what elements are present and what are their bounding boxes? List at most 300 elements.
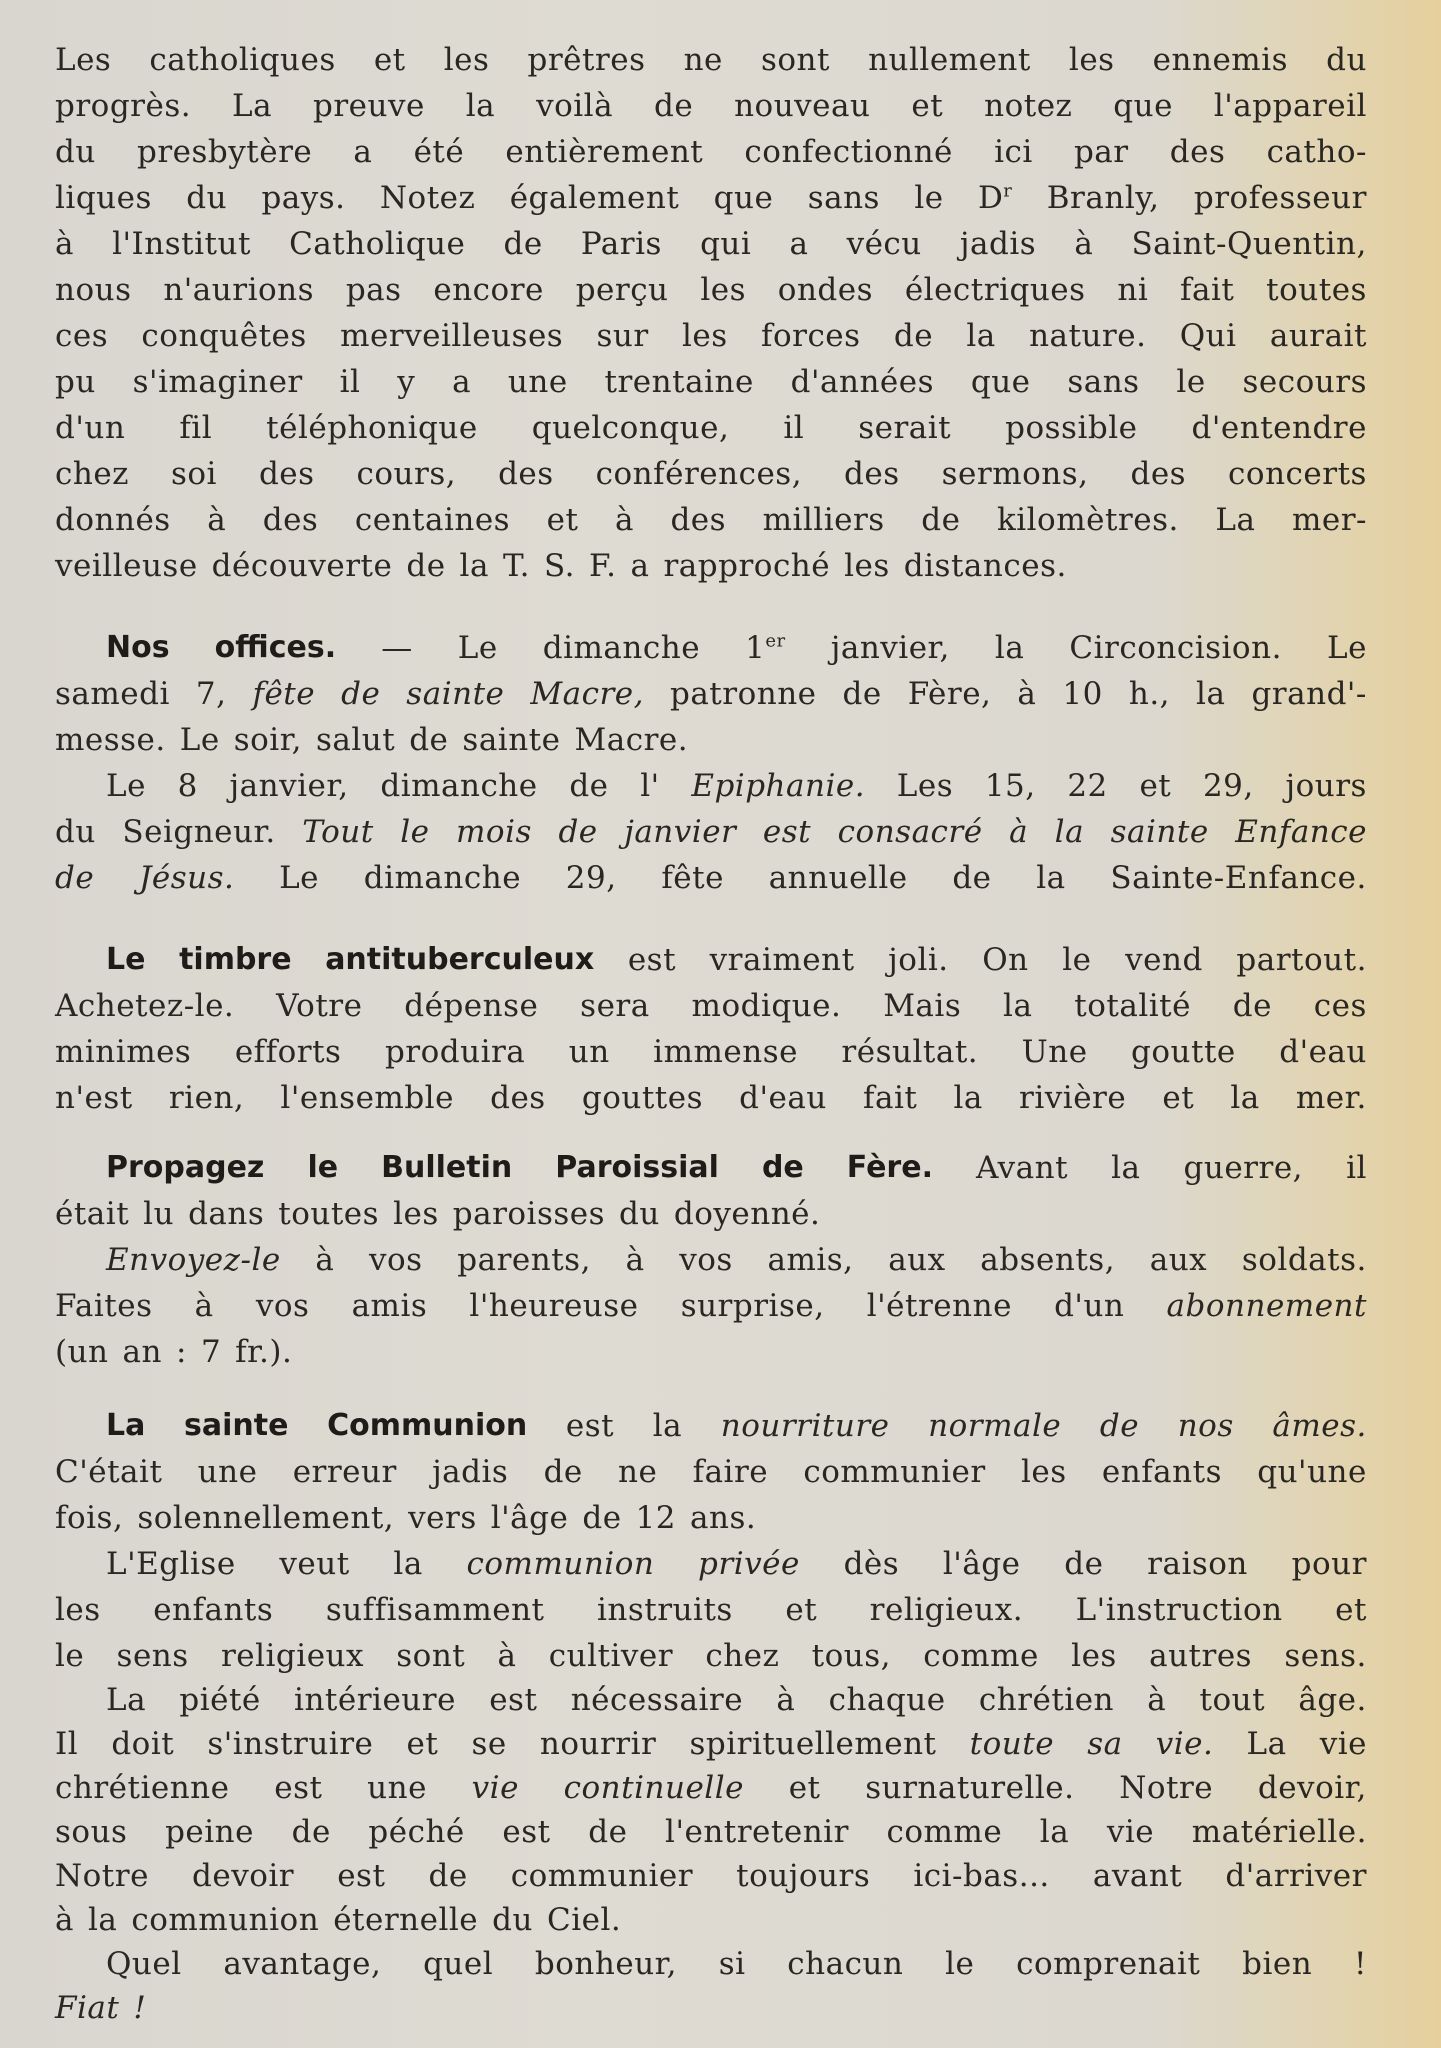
- word: voilà: [536, 88, 614, 124]
- word: matérielle.: [1191, 1814, 1367, 1850]
- word: le: [914, 180, 944, 216]
- word: d'un: [55, 410, 126, 446]
- word: preuve: [313, 88, 425, 124]
- word: professeur: [1193, 180, 1367, 216]
- word: Paris: [580, 226, 662, 262]
- text-line: [55, 1032, 1367, 1072]
- word: instruits: [597, 1592, 733, 1628]
- word: électriques: [904, 272, 1086, 308]
- word: forces: [760, 318, 861, 354]
- word: sans: [807, 180, 880, 216]
- word: du: [619, 1196, 660, 1232]
- word: nécessaire: [570, 1682, 744, 1718]
- word: 7,: [195, 676, 227, 712]
- heading-word: Fère.: [846, 1150, 933, 1185]
- emphasis-word: Tout: [302, 814, 374, 850]
- word: la: [652, 1408, 683, 1444]
- word: d'arriver: [1225, 1858, 1367, 1894]
- text-line: [106, 628, 1367, 668]
- word: donnés: [55, 502, 171, 538]
- word: chrétien: [978, 1682, 1115, 1718]
- word: comprenait: [1016, 1946, 1201, 1982]
- word: de: [428, 1858, 468, 1894]
- word: comme: [886, 1814, 1003, 1850]
- word: éternelle: [333, 1902, 479, 1938]
- word: jadis: [432, 1454, 509, 1490]
- word: :: [175, 1334, 187, 1370]
- word: distances.: [903, 548, 1067, 584]
- word: pas: [345, 272, 402, 308]
- word: 8: [177, 768, 198, 804]
- word: surprise,: [680, 1288, 825, 1324]
- emphasis-word: fête: [252, 676, 316, 712]
- emphasis-word: Enfance: [1235, 814, 1367, 850]
- word: Ciel.: [546, 1902, 622, 1938]
- word: sont: [760, 42, 830, 78]
- word: L'instruction: [1075, 1592, 1283, 1628]
- word: enfants: [153, 1592, 274, 1628]
- heading-word: La: [106, 1408, 146, 1443]
- word: aurait: [1269, 318, 1367, 354]
- word: centaines: [354, 502, 511, 538]
- word: la: [393, 1546, 423, 1582]
- word: rivière: [1019, 1080, 1127, 1116]
- text-line: [55, 1988, 1367, 2028]
- word: annuelle: [768, 860, 908, 896]
- word: notez: [984, 88, 1073, 124]
- word: immense: [653, 1034, 798, 1070]
- word: d'un: [1054, 1288, 1125, 1324]
- word: ennemis: [1152, 42, 1289, 78]
- word: kilomètres.: [996, 502, 1179, 538]
- word: est: [502, 1814, 551, 1850]
- word: Votre: [276, 988, 363, 1024]
- word: et: [406, 1726, 439, 1762]
- word: et: [546, 502, 579, 538]
- word: chacun: [787, 1946, 904, 1982]
- word: perçu: [575, 272, 669, 308]
- word: pour: [1291, 1546, 1367, 1582]
- word: h.,: [1128, 676, 1171, 712]
- word: tous,: [811, 1638, 891, 1674]
- word: ici: [994, 134, 1033, 170]
- word: à: [194, 1288, 214, 1324]
- word: que: [713, 180, 774, 216]
- emphasis-word: est: [762, 814, 812, 850]
- word: n'aurions: [163, 272, 315, 308]
- emphasis-word: le: [400, 814, 430, 850]
- word: que: [1113, 88, 1173, 124]
- word: doyenné.: [673, 1196, 821, 1232]
- word: et: [1162, 1080, 1195, 1116]
- word: Notre: [55, 1858, 149, 1894]
- word: rapproché: [663, 548, 831, 584]
- word: fois,: [55, 1500, 124, 1536]
- word: la: [1230, 1080, 1260, 1116]
- word: L'Eglise: [106, 1546, 236, 1582]
- word: de: [952, 860, 992, 896]
- word: la: [953, 1080, 983, 1116]
- word: chez: [705, 1638, 780, 1674]
- word: du: [492, 1902, 533, 1938]
- word: doit: [111, 1726, 175, 1762]
- word: a: [452, 364, 472, 400]
- word: (un: [55, 1334, 109, 1370]
- text-line: [55, 858, 1367, 898]
- word: rien,: [168, 1080, 245, 1116]
- word: C'était: [55, 1454, 163, 1490]
- word: s'instruire: [207, 1726, 374, 1762]
- emphasis-word: de: [558, 814, 598, 850]
- word: efforts: [234, 1034, 342, 1070]
- word: mer.: [1295, 1080, 1367, 1116]
- word: de: [1232, 988, 1272, 1024]
- word: concerts: [1228, 456, 1367, 492]
- emphasis-word: continuelle: [563, 1770, 744, 1806]
- text-line: [55, 1452, 1367, 1492]
- word: soir,: [233, 722, 302, 758]
- word: les: [393, 1196, 439, 1232]
- word: d'eau: [1279, 1034, 1367, 1070]
- word: salut: [315, 722, 396, 758]
- emphasis-word: Fiat: [55, 1990, 120, 2026]
- word: Catholique: [289, 226, 466, 262]
- word: à: [497, 1638, 517, 1674]
- text-line: [55, 408, 1367, 448]
- word: fête: [661, 860, 724, 896]
- emphasis-word: Jésus.: [138, 860, 235, 896]
- word: ondes: [777, 272, 874, 308]
- word: se: [471, 1726, 507, 1762]
- word: Le: [457, 630, 498, 666]
- word: nouveau: [734, 88, 871, 124]
- word: religieux: [220, 1638, 364, 1674]
- word: du: [1326, 42, 1367, 78]
- word: patronne: [669, 676, 817, 712]
- word: un: [568, 1034, 610, 1070]
- word: mer-: [1291, 502, 1367, 538]
- word: avant: [1092, 1858, 1183, 1894]
- word: veilleuse: [55, 548, 198, 584]
- emphasis-word: de: [55, 860, 95, 896]
- word: raison: [1147, 1546, 1248, 1582]
- word: vos: [255, 1288, 310, 1324]
- word: des: [1169, 134, 1226, 170]
- word: également: [509, 180, 680, 216]
- emphasis-word: !: [133, 1990, 147, 2026]
- word: été: [413, 134, 465, 170]
- word: est: [489, 1682, 538, 1718]
- word: comme: [923, 1638, 1039, 1674]
- word: merveilleuses: [340, 318, 564, 354]
- text-line: [106, 1406, 1367, 1446]
- emphasis-word: janvier: [624, 814, 737, 850]
- text-line: [55, 40, 1367, 80]
- word: vraiment: [709, 942, 855, 978]
- text-line: [55, 812, 1367, 852]
- word: trentaine: [604, 364, 754, 400]
- word: vend: [1125, 942, 1203, 978]
- word: du: [55, 134, 96, 170]
- word: des: [490, 1080, 546, 1116]
- word: des: [258, 456, 315, 492]
- emphasis-word: normale: [928, 1408, 1062, 1444]
- word: veut: [279, 1546, 350, 1582]
- word: a: [353, 134, 373, 170]
- heading-word: Nos: [106, 630, 170, 665]
- word: catholiques: [149, 42, 336, 78]
- emphasis-word: privée: [698, 1546, 800, 1582]
- word: à: [614, 502, 634, 538]
- word: sens: [116, 1638, 189, 1674]
- text-line: [106, 940, 1367, 980]
- text-line: [106, 1148, 1367, 1188]
- word: autres: [1149, 1638, 1253, 1674]
- word: sous: [55, 1814, 128, 1850]
- word: jours: [1285, 768, 1367, 804]
- word: Le: [1327, 630, 1367, 666]
- word: La: [1215, 502, 1256, 538]
- word: 29,: [1202, 768, 1254, 804]
- word: 10: [1062, 676, 1103, 712]
- word: chez: [55, 456, 130, 492]
- word: de: [588, 1814, 628, 1850]
- word: Le: [106, 768, 146, 804]
- word: $D^r$: [977, 180, 1013, 216]
- text-line: [55, 362, 1367, 402]
- word: soi: [170, 456, 217, 492]
- word: du: [55, 814, 96, 850]
- word: ces: [55, 318, 109, 354]
- word: l'étrenne: [866, 1288, 1012, 1324]
- word: une: [197, 1454, 258, 1490]
- word: pu: [55, 364, 96, 400]
- word: il: [1346, 1150, 1367, 1186]
- word: l'entretenir: [665, 1814, 849, 1850]
- word: sainte: [462, 722, 561, 758]
- word: de: [921, 502, 961, 538]
- word: 15,: [984, 768, 1036, 804]
- word: l'âge: [942, 1546, 1021, 1582]
- word: et: [788, 1770, 821, 1806]
- text-line: [55, 1286, 1367, 1326]
- word: résultat.: [841, 1034, 979, 1070]
- word: cultiver: [548, 1638, 674, 1674]
- word: Faites: [55, 1288, 153, 1324]
- word: Macre.: [574, 722, 689, 758]
- word: quel: [423, 1946, 494, 1982]
- word: Avant: [976, 1150, 1069, 1186]
- text-line: [106, 1544, 1367, 1584]
- text-line: [55, 1078, 1367, 1118]
- word: vécu: [846, 226, 922, 262]
- word: à: [1147, 1682, 1167, 1718]
- word: de: [543, 1454, 583, 1490]
- word: an: [122, 1334, 162, 1370]
- heading-word: sainte: [184, 1408, 289, 1443]
- word: fait: [863, 1080, 918, 1116]
- word: conférences,: [595, 456, 803, 492]
- word: lu: [143, 1196, 175, 1232]
- word: piété: [179, 1682, 261, 1718]
- emphasis-word: toute: [969, 1726, 1055, 1762]
- text-line: [55, 1590, 1367, 1630]
- word: de: [842, 676, 882, 712]
- emphasis-word: de: [341, 676, 381, 712]
- heading-word: Le: [106, 942, 146, 977]
- text-line: [55, 316, 1367, 356]
- word: Branly,: [1046, 180, 1160, 216]
- word: erreur: [292, 1454, 397, 1490]
- word: La: [106, 1682, 147, 1718]
- word: il: [783, 410, 805, 446]
- word: fil: [179, 410, 213, 446]
- word: la: [87, 1902, 118, 1938]
- word: le: [1176, 364, 1206, 400]
- word: Seigneur.: [122, 814, 276, 850]
- word: de: [291, 1814, 331, 1850]
- word: à: [776, 1682, 796, 1718]
- emphasis-word: nos: [1177, 1408, 1234, 1444]
- word: bien: [1242, 1946, 1313, 1982]
- heading-word: Communion: [327, 1408, 528, 1443]
- word: la: [1003, 988, 1033, 1024]
- word: dimanche: [380, 768, 538, 804]
- word: fait: [1180, 272, 1235, 308]
- word: suffisamment: [325, 1592, 545, 1628]
- word: secours: [1242, 364, 1367, 400]
- word: Qui: [1179, 318, 1237, 354]
- word: 22: [1067, 768, 1108, 804]
- word: 1er: [745, 630, 786, 666]
- word: chaque: [828, 1682, 946, 1718]
- word: tout: [1199, 1682, 1266, 1718]
- word: ans.: [690, 1500, 757, 1536]
- word: devoir,: [1257, 1770, 1367, 1806]
- emphasis-word: nourriture: [720, 1408, 890, 1444]
- word: une: [367, 1770, 427, 1806]
- word: et: [1335, 1592, 1367, 1628]
- word: —: [381, 630, 413, 666]
- word: à: [1074, 226, 1094, 262]
- word: à: [55, 1902, 74, 1938]
- emphasis-word: Epiphanie.: [691, 768, 866, 804]
- word: l': [640, 768, 660, 804]
- word: entièrement: [505, 134, 704, 170]
- emphasis-word: à: [1009, 814, 1029, 850]
- word: les: [55, 1592, 101, 1628]
- word: presbytère: [136, 134, 313, 170]
- word: les: [700, 272, 746, 308]
- text-line: [106, 1680, 1367, 1720]
- word: janvier,: [830, 630, 950, 666]
- emphasis-word: communion: [466, 1546, 655, 1582]
- word: sens.: [1284, 1638, 1367, 1674]
- word: y: [397, 364, 416, 400]
- word: conquêtes: [141, 318, 307, 354]
- word: à: [1017, 676, 1037, 712]
- heading-word: antituberculeux: [325, 942, 595, 977]
- word: est: [565, 1408, 615, 1444]
- word: soldats.: [1241, 1242, 1367, 1278]
- text-line: [55, 500, 1367, 540]
- word: vos: [679, 1242, 733, 1278]
- word: T.: [502, 548, 530, 584]
- heading-word: offices.: [214, 630, 337, 665]
- word: devoir: [192, 1858, 295, 1894]
- text-line: [55, 224, 1367, 264]
- word: prêtres: [527, 42, 646, 78]
- word: par: [1073, 134, 1129, 170]
- word: ne: [618, 1454, 658, 1490]
- emphasis-word: vie.: [1155, 1726, 1214, 1762]
- emphasis-word: vie: [471, 1770, 519, 1806]
- word: Fère,: [907, 676, 992, 712]
- word: Il: [55, 1726, 79, 1762]
- text-line: [55, 1768, 1367, 1808]
- word: progrès.: [55, 88, 192, 124]
- word: pays.: [261, 180, 346, 216]
- text-line: [55, 132, 1367, 172]
- heading-word: Bulletin: [381, 1150, 513, 1185]
- word: et: [373, 42, 406, 78]
- word: la: [1036, 860, 1066, 896]
- word: modique.: [691, 988, 842, 1024]
- word: et: [911, 88, 944, 124]
- word: à: [625, 1242, 645, 1278]
- word: avantage,: [223, 1946, 382, 1982]
- emphasis-word: de: [1099, 1408, 1140, 1444]
- heading-word: timbre: [179, 942, 292, 977]
- word: est: [337, 1858, 386, 1894]
- word: parents,: [457, 1242, 591, 1278]
- word: confectionné: [744, 134, 953, 170]
- word: goutte: [1131, 1034, 1236, 1070]
- word: jadis: [959, 226, 1037, 262]
- text-line: [55, 1856, 1367, 1896]
- text-line: [55, 178, 1367, 218]
- word: joli.: [888, 942, 949, 978]
- word: dimanche: [363, 860, 522, 896]
- word: amis,: [767, 1242, 854, 1278]
- word: Le: [279, 860, 320, 896]
- emphasis-word: abonnement: [1166, 1288, 1367, 1324]
- word: aux: [888, 1242, 946, 1278]
- word: si: [718, 1946, 746, 1982]
- word: nous: [55, 272, 132, 308]
- word: d'entendre: [1191, 410, 1367, 446]
- text-line: [55, 86, 1367, 126]
- word: serait: [858, 410, 952, 446]
- word: s'imaginer: [132, 364, 303, 400]
- word: l'appareil: [1213, 88, 1367, 124]
- word: gouttes: [581, 1080, 704, 1116]
- emphasis-word: sa: [1087, 1726, 1123, 1762]
- emphasis-word: Macre,: [530, 676, 644, 712]
- word: chrétienne: [55, 1770, 230, 1806]
- word: sont: [396, 1638, 466, 1674]
- word: la: [994, 630, 1025, 666]
- word: sur: [596, 318, 649, 354]
- word: communion: [131, 1902, 320, 1938]
- word: Notre: [1119, 1770, 1214, 1806]
- word: l'âge: [490, 1500, 569, 1536]
- word: a: [630, 548, 650, 584]
- word: Circoncision.: [1069, 630, 1282, 666]
- word: Mais: [883, 988, 962, 1024]
- word: à: [207, 502, 227, 538]
- word: les: [1068, 42, 1115, 78]
